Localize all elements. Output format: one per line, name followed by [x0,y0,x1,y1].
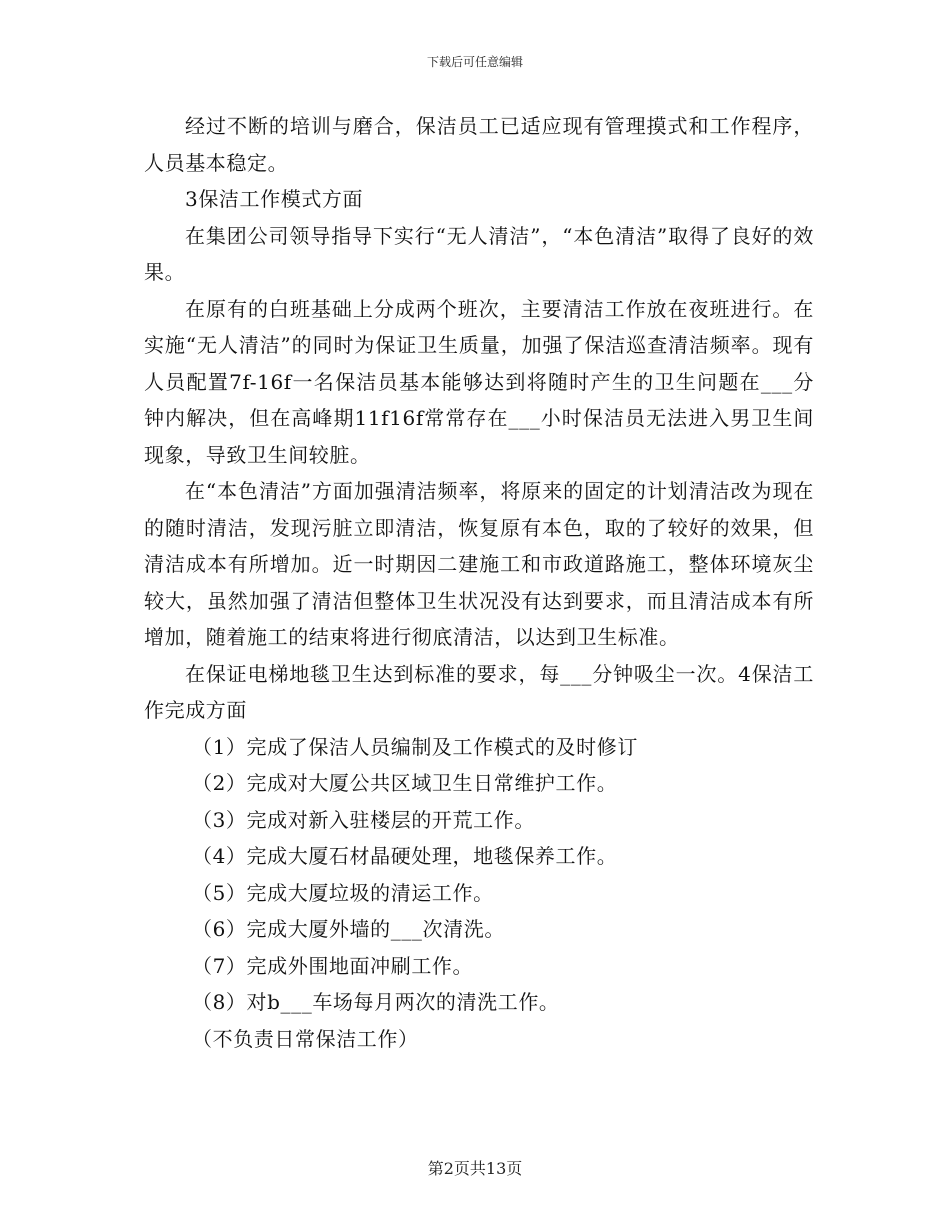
section-heading-work-mode: 3保洁工作模式方面 [185,187,364,211]
list-item: （6）完成大厦外墙的___次清洗。 [192,917,505,941]
list-item: （7）完成外围地面冲刷工作。 [192,953,474,978]
paragraph-elevator-carpet: 在保证电梯地毯卫生达到标准的要求，每___分钟吸尘一次。4保洁工作完成方面 [144,661,814,722]
paragraph-natural-cleaning: 在“本色清洁”方面加强清洁频率，将原来的固定的计划清洁改为现在的随时清洁，发现污脏立即清洁，恢复原有本色，取的了较好的效果，但清洁成本有所增加。近一时期因二建施工和市政道路施工，整体环境灰尘较大，虽然加强了清洁但整体卫生状况没有达到要求，而且清洁成本有所增加，随着施工的结束将进行彻底清洁，以达到卫生标准。 [144,479,814,649]
list-item: （5）完成大厦垃圾的清运工作。 [192,880,494,905]
page-footer: 第2页共13页 [427,1159,523,1178]
list-item: （1）完成了保洁人员编制及工作模式的及时修订 [192,734,638,759]
list-item: （3）完成对新入驻楼层的开荒工作。 [192,807,535,832]
document-body [144,108,814,1057]
paragraph-training: 经过不断的培训与磨合，保洁员工已适应现有管理摸式和工作程序，人员基本稳定。 [144,114,814,175]
list-item: （4）完成大厦石材晶硬处理，地毯保养工作。 [192,844,618,868]
paragraph-shifts: 在原有的白班基础上分成两个班次，主要清洁工作放在夜班进行。在实施“无人清洁”的同时为保证卫生质量，加强了保洁巡查清洁频率。现有人员配置7f-16f一名保洁员基本能够达到将随时产生的卫生问题在___分钟内解决，但在高峰期11f16f常常存在___小时保洁员无法进入男卫生间现象，导致卫生间较脏。 [144,296,814,467]
list-item: （8）对b___车场每月两次的清洗工作。 [192,990,560,1014]
list-item: （不负责日常保洁工作） [192,1026,419,1051]
page-header: 下载后可任意编辑 [426,55,523,69]
paragraph-guidance: 在集团公司领导指导下实行“无人清洁”，“本色清洁”取得了良好的效果。 [144,223,814,284]
list-item: （2）完成对大厦公共区域卫生日常维护工作。 [192,771,618,795]
